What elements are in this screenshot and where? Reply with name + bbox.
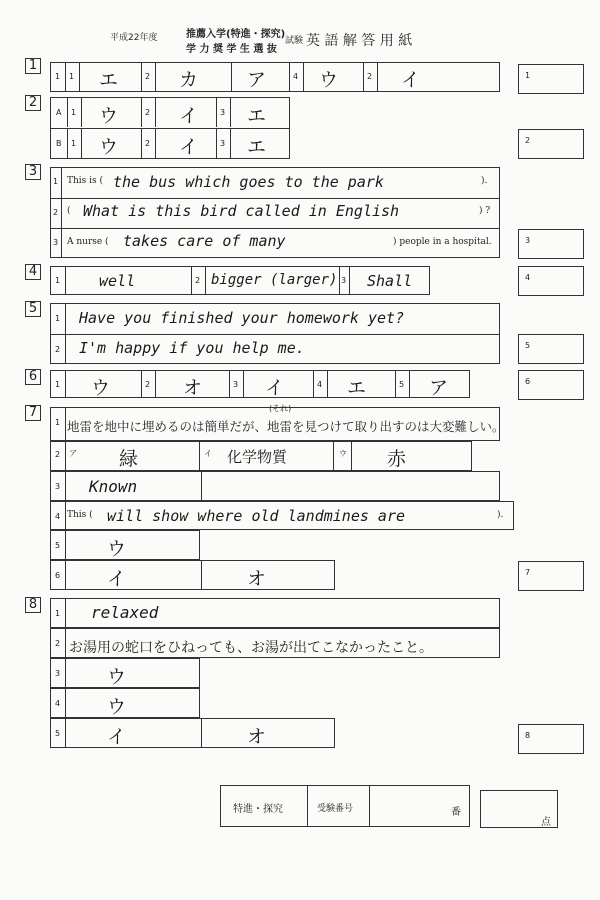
q7-r4-prefix: This ( bbox=[67, 510, 93, 520]
q4-answer-3[interactable]: Shall bbox=[367, 272, 413, 290]
q7-r5-answer[interactable]: ウ bbox=[107, 538, 127, 560]
q2-a-num-3: 3 bbox=[220, 108, 226, 117]
q8-r5-answer-1[interactable]: イ bbox=[107, 726, 127, 748]
section-4-label: 4 bbox=[25, 264, 41, 280]
q7-r4-suffix: ). bbox=[497, 510, 504, 520]
q7-r2-answer-a[interactable]: 緑 bbox=[119, 448, 139, 470]
q7-r2-tag-b: イ bbox=[204, 449, 212, 458]
section-5-label: 5 bbox=[25, 301, 41, 317]
q3-r3-answer[interactable]: takes care of many bbox=[123, 232, 286, 250]
q3-num-1: 1 bbox=[53, 177, 59, 186]
q8-num-3: 3 bbox=[55, 669, 61, 678]
q1-answer-row bbox=[50, 62, 500, 92]
q7-num-4: 4 bbox=[55, 512, 61, 521]
q2-a-answer-1[interactable]: ウ bbox=[99, 105, 119, 127]
q7-r2-answer-b[interactable]: 化学物質 bbox=[227, 448, 288, 466]
q2-b-answer-1[interactable]: ウ bbox=[99, 136, 119, 158]
q6-answer-1[interactable]: ウ bbox=[91, 377, 111, 399]
q7-r2-tag-a: ア bbox=[69, 449, 77, 458]
q7-r3-answer[interactable]: Known bbox=[89, 477, 138, 496]
q3-r2-prefix: ( bbox=[67, 206, 71, 216]
q1-answer-5[interactable]: イ bbox=[401, 69, 421, 91]
q8-row-2 bbox=[50, 628, 500, 658]
q7-row-4 bbox=[50, 501, 514, 530]
q5-num-2: 2 bbox=[55, 345, 61, 354]
q1-answer-3[interactable]: ア bbox=[247, 69, 267, 91]
score-box-4[interactable] bbox=[518, 266, 584, 296]
q1-num-2: 2 bbox=[145, 72, 151, 81]
q7-num-3: 3 bbox=[55, 482, 61, 491]
q1-answer-4[interactable]: ウ bbox=[319, 69, 339, 91]
q7-num-5: 5 bbox=[55, 541, 61, 550]
q3-r1-suffix: ). bbox=[481, 176, 488, 186]
q8-row-4 bbox=[50, 688, 200, 718]
q1-num-5: 2 bbox=[367, 72, 373, 81]
q7-row-1 bbox=[50, 404, 505, 441]
q5-num-1: 1 bbox=[55, 314, 61, 323]
total-score-box[interactable] bbox=[480, 790, 558, 828]
q2-b-num-2: 2 bbox=[145, 139, 151, 148]
q7-r1-answer[interactable]: 地雷を地中に埋めるのは簡単だが、地雷を見つけて取り出すのは大変難しい。 bbox=[67, 419, 505, 434]
q3-r1-prefix: This is ( bbox=[67, 176, 104, 186]
q8-r3-answer[interactable]: ウ bbox=[107, 666, 127, 688]
page-title: 英 語 解 答 用 紙 bbox=[306, 33, 413, 49]
header-year: 平成22年度 bbox=[110, 33, 158, 43]
q8-row-1 bbox=[50, 598, 500, 628]
q3-r2-answer[interactable]: What is this bird called in English bbox=[83, 202, 400, 220]
q8-r1-answer[interactable]: relaxed bbox=[91, 603, 159, 622]
q7-row-5 bbox=[50, 530, 200, 560]
section-1-label: 1 bbox=[25, 58, 41, 74]
q2-answer-block bbox=[50, 97, 290, 159]
q7-num-6: 6 bbox=[55, 571, 61, 580]
score-label-1: 1 bbox=[525, 71, 531, 80]
q7-row-2 bbox=[50, 441, 472, 471]
score-label-4: 4 bbox=[525, 273, 531, 282]
header-exam: 試験 bbox=[285, 36, 304, 46]
score-label-5: 5 bbox=[525, 341, 531, 350]
q2-b-answer-2[interactable]: イ bbox=[179, 136, 199, 158]
q8-r4-answer[interactable]: ウ bbox=[107, 696, 127, 718]
section-7-label: 7 bbox=[25, 405, 41, 421]
q6-answer-3[interactable]: イ bbox=[265, 377, 285, 399]
q4-num-2: 2 bbox=[195, 276, 201, 285]
section-6-label: 6 bbox=[25, 369, 41, 385]
q6-answer-2[interactable]: オ bbox=[183, 377, 203, 399]
score-label-6: 6 bbox=[525, 377, 531, 386]
q1-answer-1[interactable]: エ bbox=[99, 69, 119, 91]
q3-r2-suffix: ) ? bbox=[479, 206, 491, 216]
q7-num-2: 2 bbox=[55, 450, 61, 459]
q3-answer-block bbox=[50, 167, 500, 258]
q2-b-num-1: 1 bbox=[71, 139, 77, 148]
score-box-5[interactable] bbox=[518, 334, 584, 364]
score-box-8[interactable] bbox=[518, 724, 584, 754]
q7-r2-tag-c: ウ bbox=[339, 449, 347, 458]
section-8-label: 8 bbox=[25, 597, 41, 613]
q7-r2-answer-c[interactable]: 赤 bbox=[387, 448, 407, 470]
q3-num-3: 3 bbox=[53, 238, 59, 247]
q7-row-6 bbox=[50, 560, 335, 590]
q6-num-5: 5 bbox=[399, 380, 405, 389]
q3-r1-answer[interactable]: the bus which goes to the park bbox=[113, 173, 384, 191]
q8-num-5: 5 bbox=[55, 729, 61, 738]
q5-answer-block bbox=[50, 303, 500, 364]
q6-num-1: 1 bbox=[55, 380, 61, 389]
q6-num-2: 2 bbox=[145, 380, 151, 389]
q4-answer-1[interactable]: well bbox=[99, 272, 136, 290]
score-box-2[interactable] bbox=[518, 129, 584, 159]
q4-answer-2[interactable]: bigger (larger) bbox=[211, 272, 338, 288]
score-label-3: 3 bbox=[525, 236, 531, 245]
section-2-label: 2 bbox=[25, 95, 41, 111]
header-line1: 推薦入学(特進・探究) bbox=[186, 29, 286, 40]
q2-a-answer-3[interactable]: エ bbox=[247, 105, 267, 127]
q8-r2-answer[interactable]: お湯用の蛇口をひねっても、お湯が出てこなかったこと。 bbox=[69, 640, 433, 656]
q8-r5-answer-2[interactable]: オ bbox=[247, 726, 267, 748]
q7-r6-answer-2[interactable]: オ bbox=[247, 568, 267, 590]
q8-num-1: 1 bbox=[55, 609, 61, 618]
q8-num-4: 4 bbox=[55, 699, 61, 708]
score-label-2: 2 bbox=[525, 136, 531, 145]
q2-a-answer-2[interactable]: イ bbox=[179, 105, 199, 127]
q6-answer-5[interactable]: ア bbox=[429, 377, 449, 399]
q6-answer-row bbox=[50, 370, 470, 398]
course-label: 特進・探究 bbox=[233, 804, 283, 815]
q3-r3-suffix: ) people in a hospital. bbox=[393, 237, 492, 247]
q5-answer-2[interactable]: I'm happy if you help me. bbox=[79, 339, 305, 357]
q2-row-b-tag: B bbox=[56, 139, 62, 148]
q7-r1-note: (それ) bbox=[269, 404, 292, 413]
score-label-7: 7 bbox=[525, 568, 531, 577]
q8-num-2: 2 bbox=[55, 639, 61, 648]
score-box-7[interactable] bbox=[518, 561, 584, 591]
q7-num-1: 1 bbox=[55, 418, 61, 427]
q4-answer-row bbox=[50, 266, 430, 295]
q7-r4-answer[interactable]: will show where old landmines are bbox=[107, 507, 406, 525]
q2-b-answer-3[interactable]: エ bbox=[247, 136, 267, 158]
q4-num-3: 3 bbox=[341, 276, 347, 285]
q3-num-2: 2 bbox=[53, 208, 59, 217]
q1-subnum: 1 bbox=[55, 72, 61, 81]
q7-r6-answer-1[interactable]: イ bbox=[107, 568, 127, 590]
score-label-8: 8 bbox=[525, 731, 531, 740]
q6-num-4: 4 bbox=[317, 380, 323, 389]
q8-row-3 bbox=[50, 658, 200, 688]
q2-a-num-2: 2 bbox=[145, 108, 151, 117]
exam-number-label: 受験番号 bbox=[317, 804, 354, 814]
q1-answer-2[interactable]: カ bbox=[179, 69, 199, 91]
q4-num-1: 1 bbox=[55, 276, 61, 285]
q2-row-a-tag: A bbox=[56, 108, 62, 117]
score-box-3[interactable] bbox=[518, 229, 584, 259]
score-box-6[interactable] bbox=[518, 370, 584, 400]
q2-a-num-1: 1 bbox=[71, 108, 77, 117]
q6-answer-4[interactable]: エ bbox=[347, 377, 367, 399]
q8-row-5 bbox=[50, 718, 335, 748]
exam-number-box[interactable] bbox=[220, 785, 470, 827]
total-score-unit: 点 bbox=[541, 817, 551, 828]
q2-b-num-3: 3 bbox=[220, 139, 226, 148]
header-line2: 学 力 奨 学 生 選 抜 bbox=[186, 44, 277, 55]
section-3-label: 3 bbox=[25, 164, 41, 180]
q5-answer-1[interactable]: Have you finished your homework yet? bbox=[79, 309, 405, 327]
q7-row-3 bbox=[50, 471, 500, 501]
q1-num-4: 4 bbox=[293, 72, 299, 81]
ban-label: 番 bbox=[451, 807, 461, 818]
q6-num-3: 3 bbox=[233, 380, 239, 389]
q1-num-1: 1 bbox=[69, 72, 75, 81]
score-box-1[interactable] bbox=[518, 64, 584, 94]
q3-r3-prefix: A nurse ( bbox=[67, 237, 109, 247]
